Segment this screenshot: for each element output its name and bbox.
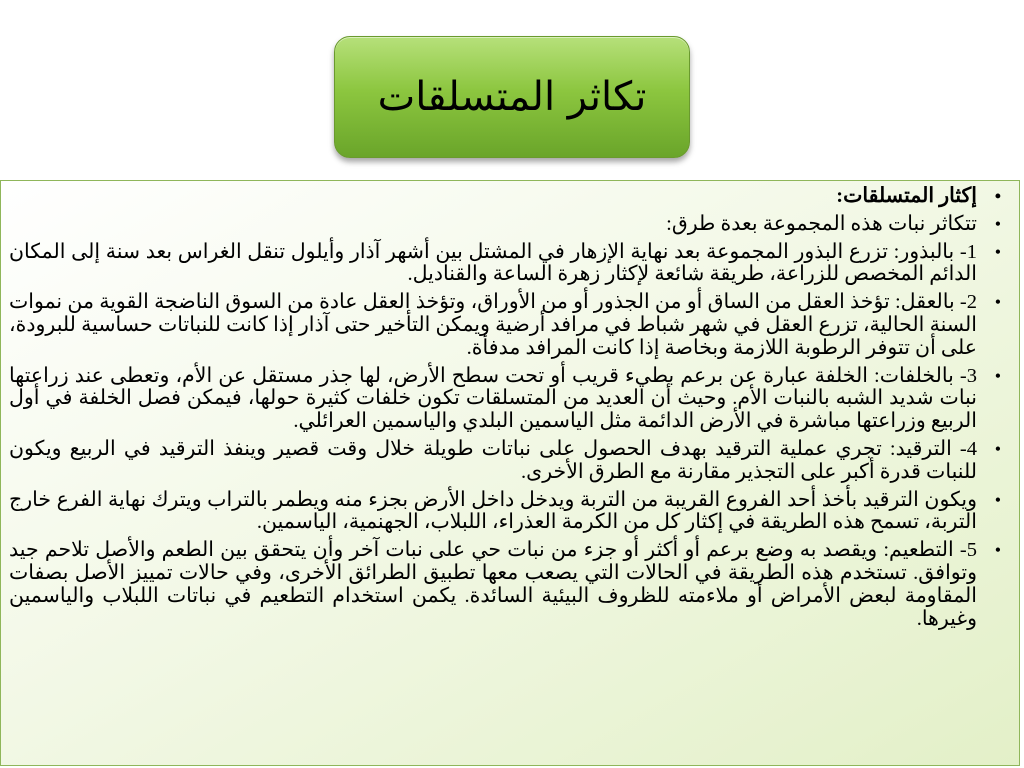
- bullet-cuttings: • 2- بالعقل: تؤخذ العقل من الساق أو من الجذور أو من الأوراق، وتؤخذ العقل عادة من السوق الناضجة القوية من نموات السنة الحالية، تزرع العقل في شهر شباط في مرافد أرضية ويمكن التأخير حتى آذار إذا كانت للنباتات حساسية للبرودة، على أن تتوفر الرطوبة اللازمة وبخاصة إذا كانت المرافد مدفأة.: [9, 291, 1005, 359]
- bullet-layering-detail: • ويكون الترقيد بأخذ أحد الفروع القريبة من التربة ويدخل داخل الأرض بجزء منه ويطمر بالتراب ويترك نهاية الفرع خارج التربة، تسمح هذه الطريقة في إكثار كل من الكرمة العذراء، اللبلاب، الجهنمية، الياسمين.: [9, 489, 1005, 535]
- bullet-seeds: • 1- بالبذور: تزرع البذور المجموعة بعد نهاية الإزهار في المشتل بين أشهر آذار وأيلول تنقل الغراس بعد سنة إلى المكان الدائم المخصص للزراعة، طريقة شائعة لإكثار زهرة الساعة والقناديل.: [9, 241, 1005, 287]
- bullet-list: [9, 185, 1005, 635]
- bullet-layering: • 4- الترقيد: تجري عملية الترقيد بهدف الحصول على نباتات طويلة خلال وقت قصير وينفذ الترقيد في الربيع ويكون للنبات قدرة أكبر على التجذير مقارنة مع الطرق الأخرى.: [9, 438, 1005, 484]
- bullet-heading: • إكثار المتسلقات:: [9, 185, 1005, 208]
- bullet-suckers: • 3- بالخلفات: الخلفة عبارة عن برعم بطيء قريب أو تحت سطح الأرض، لها جذر مستقل عن الأم، وتعطى عند زراعتها نبات شديد الشبه بالنبات الأم. وحيث أن العديد من المتسلقات تكون خلفات كثيرة حولها، فيمكن فصل الخلفة في أول الربيع وزراعتها مباشرة في الأرض الدائمة مثل الياسمين البلدي والياسمين العرائلي.: [9, 365, 1005, 433]
- title-box: [334, 36, 690, 158]
- bullet-intro: • تتكاثر نبات هذه المجموعة بعدة طرق:: [9, 213, 1005, 236]
- bullet-grafting: • 5- التطعيم: ويقصد به وضع برعم أو أكثر أو جزء من نبات حي على نبات آخر وأن يتحقق بين الطعم والأصل تلاحم جيد وتوافق. تستخدم هذه الطريقة في الحالات التي يصعب معها تطبيق الطرائق الأخرى، وفي حالات تمييز الأصل بصفات المقاومة لبعض الأمراض أو ملاءمته للظروف البيئية السائدة. يكمن استخدام التطعيم في نباتات اللبلاب والياسمين وغيرها.: [9, 539, 1005, 630]
- slide-title: تكاثر المتسلقات: [377, 74, 647, 120]
- content-box: [0, 180, 1020, 766]
